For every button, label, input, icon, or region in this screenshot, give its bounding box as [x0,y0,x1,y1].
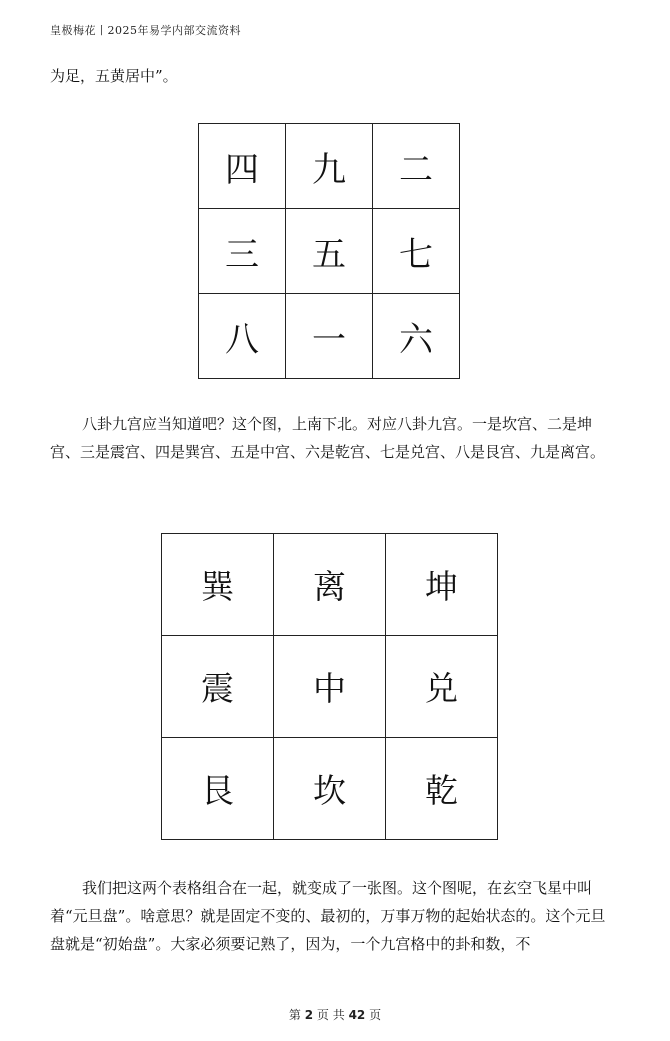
number-cell: 七 [373,209,460,294]
number-cell: 二 [373,124,460,209]
number-cell: 八 [199,294,286,379]
palace-cell: 兑 [386,636,498,738]
number-cell: 四 [199,124,286,209]
number-cell: 五 [286,209,373,294]
palace-cell: 艮 [162,738,274,840]
footer-suffix: 页 [369,1008,382,1022]
footer-middle: 页 共 [316,1008,345,1022]
palace-grid-row [162,738,498,840]
page-number: 2 [304,1008,314,1022]
number-cell: 六 [373,294,460,379]
palace-grid [161,533,498,840]
number-grid [198,123,460,379]
paragraph-intro: 为足，五黄居中”。 [50,67,178,85]
number-cell: 一 [286,294,373,379]
palace-cell: 巽 [162,534,274,636]
page-total: 42 [348,1008,366,1022]
number-grid-row [199,294,460,379]
number-cell: 三 [199,209,286,294]
palace-cell: 离 [274,534,386,636]
palace-grid-row [162,636,498,738]
number-grid-row [199,209,460,294]
page-header: 皇极梅花丨2025年易学内部交流资料 [50,24,241,37]
palace-cell: 震 [162,636,274,738]
palace-cell: 乾 [386,738,498,840]
palace-grid-row [162,534,498,636]
number-cell: 九 [286,124,373,209]
palace-cell: 坎 [274,738,386,840]
footer-prefix: 第 [288,1008,301,1022]
page-footer [0,1006,670,1023]
palace-cell: 坤 [386,534,498,636]
number-grid-row [199,124,460,209]
palace-cell: 中 [274,636,386,738]
paragraph-yuandan: 我们把这两个表格组合在一起，就变成了一张图。这个图呢，在玄空飞星中叫着“元旦盘”。啥意思？就是固定不变的、最初的，万事万物的起始状态的。这个元旦盘就是“初始盘”。大家必须要记熟了，因为，一个九宫格中的卦和数，不 [50,879,606,953]
paragraph-bagua: 八卦九宫应当知道吧？这个图，上南下北。对应八卦九宫。一是坎宫、二是坤宫、三是震宫、四是巽宫、五是中宫、六是乾宫、七是兑宫、八是艮宫、九是离宫。 [50,415,606,461]
